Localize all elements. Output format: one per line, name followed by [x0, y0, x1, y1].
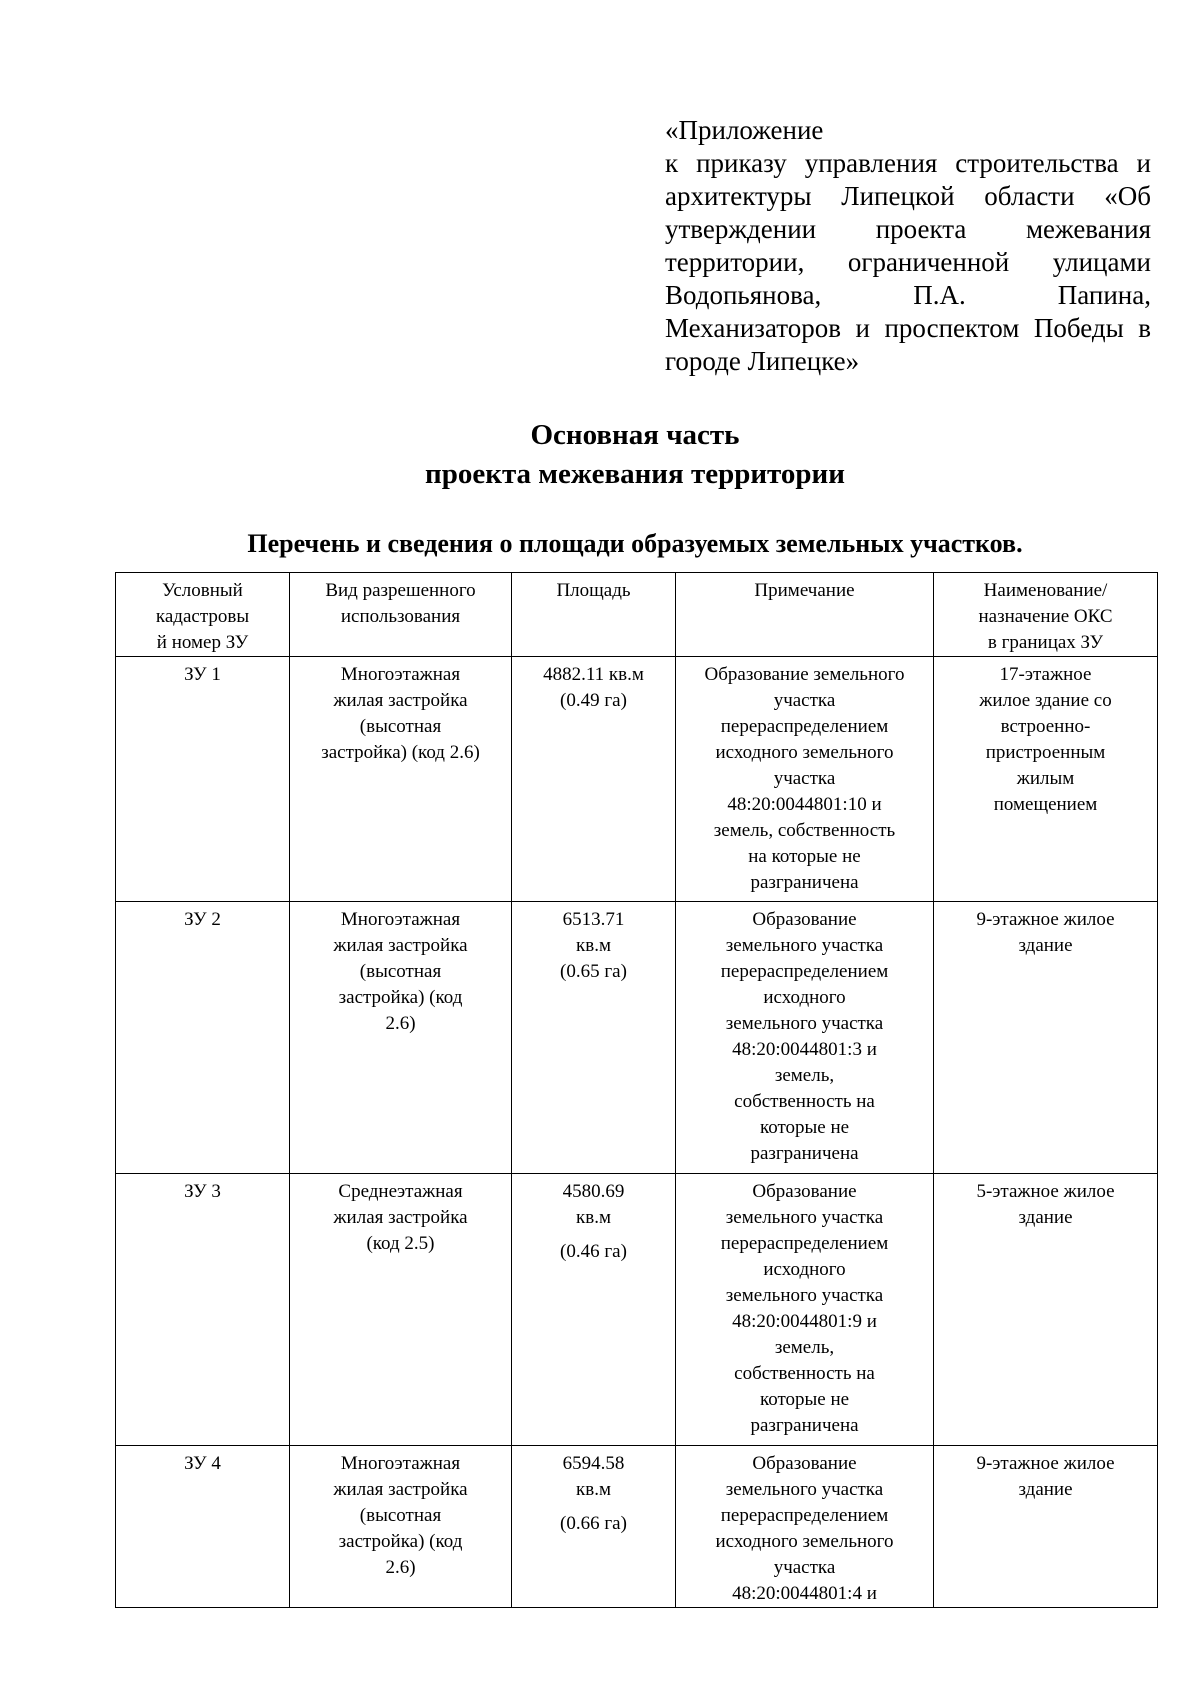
cell-area: 4882.11 кв.м (0.49 га) — [512, 657, 676, 902]
header-cell-oks: Наименование/ назначение ОКС в границах ЗУ — [934, 573, 1158, 657]
cell-area-hectares: (0.66 га) — [560, 1513, 627, 1534]
cell-use: Многоэтажная жилая застройка (высотная застройка) (код 2.6) — [290, 902, 512, 1174]
cell-note: Образование земельного участка перераспределением исходного земельного участка 48:20:0044801:10 и земель, собственность на которые не разграничена — [676, 657, 934, 902]
header-cell-use: Вид разрешенного использования — [290, 573, 512, 657]
cell-number: ЗУ 1 — [116, 657, 290, 902]
header-cell-note: Примечание — [676, 573, 934, 657]
table-row — [116, 1446, 1158, 1608]
cell-number: ЗУ 3 — [116, 1174, 290, 1446]
cell-use: Многоэтажная жилая застройка (высотная застройка) (код 2.6) — [290, 1446, 512, 1608]
cell-area-hectares: (0.46 га) — [560, 1241, 627, 1262]
cell-oks: 9-этажное жилое здание — [934, 1446, 1158, 1608]
cell-area: 6594.58 кв.м (0.66 га) — [512, 1446, 676, 1608]
appendix-line: территории, ограниченной улицами — [665, 247, 1151, 277]
appendix-line: архитектуры Липецкой области «Об — [665, 181, 1151, 211]
cell-note: Образование земельного участка перераспределением исходного земельного участка 48:20:0044801:9 и земель, собственность на которые не разграничена — [676, 1174, 934, 1446]
cell-oks: 9-этажное жилое здание — [934, 902, 1158, 1174]
cell-number: ЗУ 4 — [116, 1446, 290, 1608]
cell-oks: 17-этажное жилое здание со встроенно- пристроенным жилым помещением — [934, 657, 1158, 902]
appendix-line: Водопьянова, П.А. Папина, — [665, 280, 1151, 310]
appendix-line: утверждении проекта межевания — [665, 214, 1151, 244]
land-plots-table — [115, 572, 1158, 1608]
page-title-line-1: Основная часть — [530, 419, 740, 451]
cell-note: Образование земельного участка перераспределением исходного земельного участка 48:20:0044801:3 и земель, собственность на которые не разграничена — [676, 902, 934, 1174]
table-row — [116, 902, 1158, 1174]
table-caption: Перечень и сведения о площади образуемых земельных участков. — [247, 529, 1023, 558]
appendix-line: городе Липецке» — [665, 346, 860, 376]
page-title-line-2: проекта межевания территории — [425, 458, 845, 490]
cell-use: Среднеэтажная жилая застройка (код 2.5) — [290, 1174, 512, 1446]
appendix-header — [665, 114, 1151, 378]
header-cell-number: Условный кадастровы й номер ЗУ — [116, 573, 290, 657]
cell-area: 6513.71 кв.м (0.65 га) — [512, 902, 676, 1174]
table-row — [116, 657, 1158, 902]
cell-oks: 5-этажное жилое здание — [934, 1174, 1158, 1446]
cell-note: Образование земельного участка перераспределением исходного земельного участка 48:20:0044801:4 и — [676, 1446, 934, 1608]
cell-area: 4580.69 кв.м (0.46 га) — [512, 1174, 676, 1446]
header-cell-area: Площадь — [512, 573, 676, 657]
table-header-row — [116, 573, 1158, 657]
cell-use: Многоэтажная жилая застройка (высотная застройка) (код 2.6) — [290, 657, 512, 902]
table-row — [116, 1174, 1158, 1446]
appendix-line: к приказу управления строительства и — [665, 148, 1151, 178]
appendix-line: Механизаторов и проспектом Победы в — [665, 313, 1151, 343]
cell-number: ЗУ 2 — [116, 902, 290, 1174]
appendix-line: «Приложение — [665, 115, 824, 145]
